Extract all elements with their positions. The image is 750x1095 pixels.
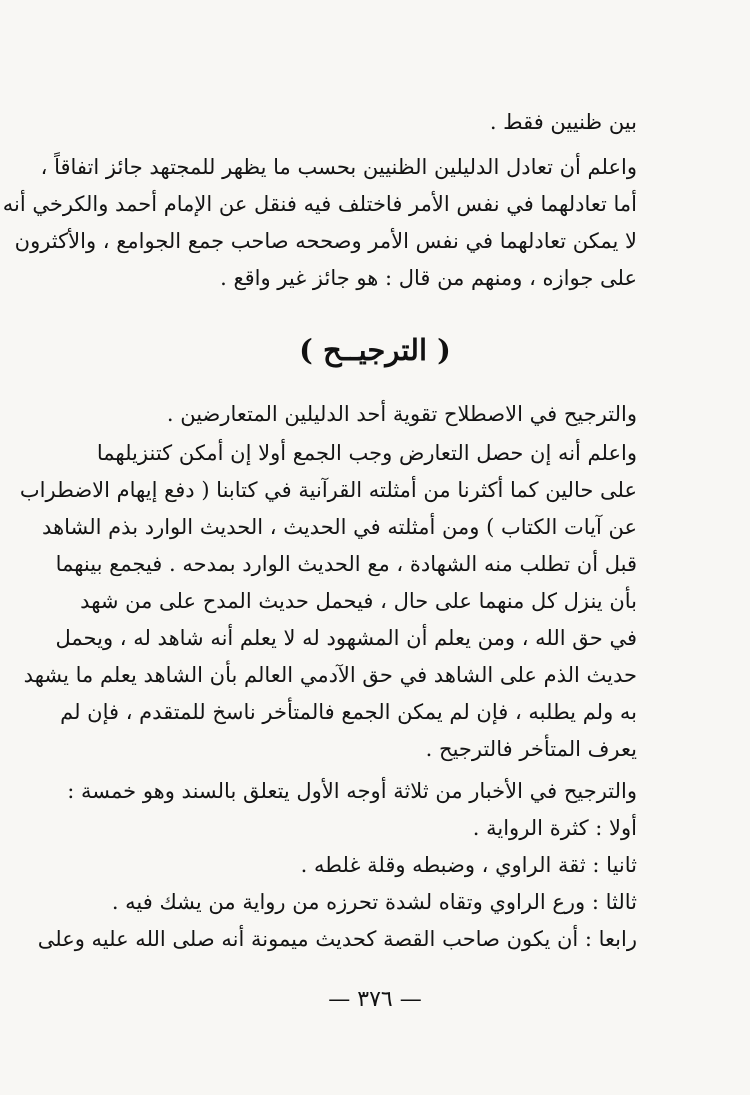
text-line: يعرف المتأخر فالترجيح . [425,737,637,761]
paragraph-2 [2,149,637,297]
list-item-4 [37,921,637,958]
text-line: قبل أن تطلب منه الشهادة ، مع الحديث الوارد بمدحه . فيجمع بينهما [55,552,637,576]
middle-paragraphs [19,396,637,768]
text-line: على جوازه ، ومنهم من قال : هو جائز غير واقع . [220,266,637,290]
text-line: بين ظنيين فقط . [489,110,637,134]
bottom-paragraphs [37,773,637,958]
text-line: في حق الله ، ومن يعلم أن المشهود له لا يعلم أنه شاهد له ، ويحمل [55,626,637,650]
paragraph-3 [117,396,637,433]
page-number: — ٣٧٦ — [328,987,422,1012]
paragraph-5 [67,773,637,810]
paragraph-1 [117,104,637,141]
text-line: والترجيح في الأخبار من ثلاثة أوجه الأول يتعلق بالسند وهو خمسة : [67,779,637,803]
text-line: أما تعادلهما في نفس الأمر فاختلف فيه فنقل عن الإمام أحمد والكرخي أنه [2,192,637,216]
list-item-3 [111,884,637,921]
text-line: على حالين كما أكثرنا من أمثلته القرآنية في كتابنا ( دفع إيهام الاضطراب [19,478,637,502]
text-line: به ولم يطلبه ، فإن لم يمكن الجمع فالمتأخر ناسخ للمتقدم ، فإن لم [60,700,637,724]
section-title: ( الترجيــح ) [299,333,451,367]
text-line: ثالثا : ورع الراوي وتقاه لشدة تحرزه من رواية من يشك فيه . [111,890,637,914]
text-line: واعلم أن تعادل الدليلين الظنيين بحسب ما يظهر للمجتهد جائز اتفاقاً ، [40,155,637,179]
list-item-1 [117,810,637,847]
text-line: بأن ينزل كل منهما على حال ، فيحمل حديث المدح على من شهد [80,589,637,613]
text-line: عن آيات الكتاب ) ومن أمثلته في الحديث ، الحديث الوارد بذم الشاهد [42,515,637,539]
opening-paragraphs [2,104,637,297]
text-line: ثانيا : ثقة الراوي ، وضبطه وقلة غلطه . [300,853,637,877]
paragraph-4 [19,435,637,768]
text-line: والترجيح في الاصطلاح تقوية أحد الدليلين المتعارضين . [166,402,637,426]
text-line: رابعا : أن يكون صاحب القصة كحديث ميمونة أنه صلى الله عليه وعلى [37,927,637,951]
text-line: أولا : كثرة الرواية . [472,816,637,840]
text-line: حديث الذم على الشاهد في حق الآدمي العالم بأن الشاهد يعلم ما يشهد [23,663,637,687]
list-item-2 [117,847,637,884]
text-line: واعلم أنه إن حصل التعارض وجب الجمع أولا إن أمكن كتنزيلهما [96,441,637,465]
text-line: لا يمكن تعادلهما في نفس الأمر وصححه صاحب جمع الجوامع ، والأكثرون [14,229,637,253]
